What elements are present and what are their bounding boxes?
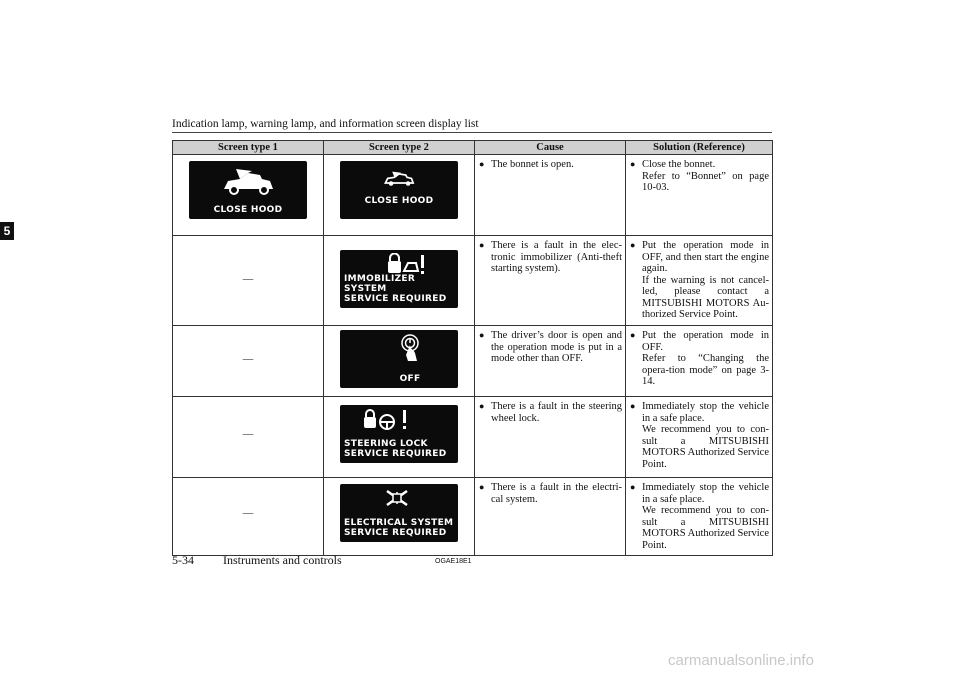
- screen-type-1-cell: [173, 236, 324, 326]
- close-hood-screen: [340, 161, 458, 219]
- table-row: [173, 155, 773, 236]
- solution-cell: [626, 155, 773, 236]
- screen-caption-line-2: SERVICE REQUIRED: [344, 449, 447, 459]
- screen-caption-line-2: SERVICE REQUIRED: [344, 294, 447, 304]
- cause-cell: [475, 478, 626, 556]
- steering-lock-screen: [340, 405, 458, 463]
- screen-caption-line-1: IMMOBILIZER SYSTEM: [344, 274, 416, 294]
- bullet-icon: ●: [630, 159, 636, 169]
- immobilizer-screen: [340, 250, 458, 308]
- bullet-icon: ●: [479, 330, 485, 340]
- watermark: carmanualsonline.info: [668, 652, 814, 669]
- screen-caption-line-2: SERVICE REQUIRED: [344, 528, 447, 538]
- header-rule: [172, 132, 772, 133]
- screen-type-2-cell: [324, 236, 475, 326]
- table-row: [173, 397, 773, 478]
- cause-text: There is a fault in the electri-cal system.: [491, 482, 622, 505]
- close-hood-screen: [189, 161, 307, 219]
- table-row: [173, 326, 773, 397]
- cause-cell: [475, 236, 626, 326]
- cause-text: The driver’s door is open and the operation mode is put in a mode other than OFF.: [491, 330, 622, 364]
- header-cause: Cause: [475, 141, 626, 155]
- screen-type-2-cell: [324, 478, 475, 556]
- electrical-system-screen: [340, 484, 458, 542]
- display-list-table: [172, 140, 773, 556]
- screen-type-2-cell: [324, 326, 475, 397]
- no-screen-dash: —: [242, 429, 254, 440]
- cause-cell: [475, 397, 626, 478]
- car-hood-open-icon: [218, 167, 278, 197]
- no-screen-dash: —: [242, 508, 254, 519]
- screen-caption-line-1: ELECTRICAL SYSTEM: [344, 518, 454, 528]
- header-screen-type-2: Screen type 2: [324, 141, 475, 155]
- screen-caption: OFF: [399, 374, 421, 384]
- solution-cell: [626, 478, 773, 556]
- solution-text: Put the operation mode in OFF, and then start the engine again. If the warning is not cancel-led, please contact a MITSUBISHI MOTORS Au-thorized Service Point.: [642, 240, 769, 320]
- cause-cell: [475, 326, 626, 397]
- screen-caption-line-1: STEERING LOCK: [344, 439, 428, 449]
- screen-type-1-cell: [173, 326, 324, 397]
- solution-text: Immediately stop the vehicle in a safe place. We recommend you to con-sult a MITSUBISHI MOTORS Authorized Service Point.: [642, 401, 769, 470]
- cause-text: There is a fault in the elec-tronic immobilizer (Anti-theft starting system).: [491, 240, 622, 274]
- screen-caption: CLOSE HOOD: [213, 205, 283, 215]
- footer-doc-code: OGAE18E1: [435, 558, 472, 565]
- cause-cell: [475, 155, 626, 236]
- bullet-icon: ●: [630, 482, 636, 492]
- no-screen-dash: —: [242, 354, 254, 365]
- table-row: [173, 236, 773, 326]
- header-solution: Solution (Reference): [626, 141, 773, 155]
- steering-lock-warning-icon: [362, 408, 412, 432]
- power-button-press-icon: [400, 333, 424, 363]
- solution-cell: [626, 397, 773, 478]
- car-hood-open-icon: [382, 170, 416, 188]
- screen-type-2-cell: [324, 155, 475, 236]
- footer-section-title: Instruments and controls: [223, 553, 342, 567]
- off-mode-screen: [340, 330, 458, 388]
- bullet-icon: ●: [630, 330, 636, 340]
- solution-text: Close the bonnet. Refer to “Bonnet” on page 10-03.: [642, 159, 769, 193]
- header-screen-type-1: Screen type 1: [173, 141, 324, 155]
- screen-type-1-cell: [173, 397, 324, 478]
- screen-type-2-cell: [324, 397, 475, 478]
- cause-text: There is a fault in the steering wheel lock.: [491, 401, 622, 424]
- chapter-tab: 5: [0, 222, 14, 240]
- bullet-icon: ●: [479, 401, 485, 411]
- bullet-icon: ●: [630, 240, 636, 250]
- solution-cell: [626, 236, 773, 326]
- solution-text: Immediately stop the vehicle in a safe place. We recommend you to con-sult a MITSUBISHI MOTORS Authorized Service Point.: [642, 482, 769, 551]
- table-header-row: [173, 141, 773, 155]
- bullet-icon: ●: [630, 401, 636, 411]
- screen-type-1-cell: [173, 155, 324, 236]
- solution-text: Put the operation mode in OFF. Refer to “Changing the opera-tion mode” on page 3-14.: [642, 330, 769, 387]
- no-screen-dash: —: [242, 274, 254, 285]
- solution-cell: [626, 326, 773, 397]
- screen-type-1-cell: [173, 478, 324, 556]
- footer-page-number: 5-34: [172, 553, 194, 567]
- bullet-icon: ●: [479, 159, 485, 169]
- cause-text: The bonnet is open.: [491, 159, 574, 170]
- electrical-system-warning-icon: [384, 488, 410, 508]
- table-row: [173, 478, 773, 556]
- header-title: Indication lamp, warning lamp, and information screen display list: [172, 118, 479, 130]
- screen-caption: CLOSE HOOD: [364, 196, 434, 206]
- bullet-icon: ●: [479, 482, 485, 492]
- bullet-icon: ●: [479, 240, 485, 250]
